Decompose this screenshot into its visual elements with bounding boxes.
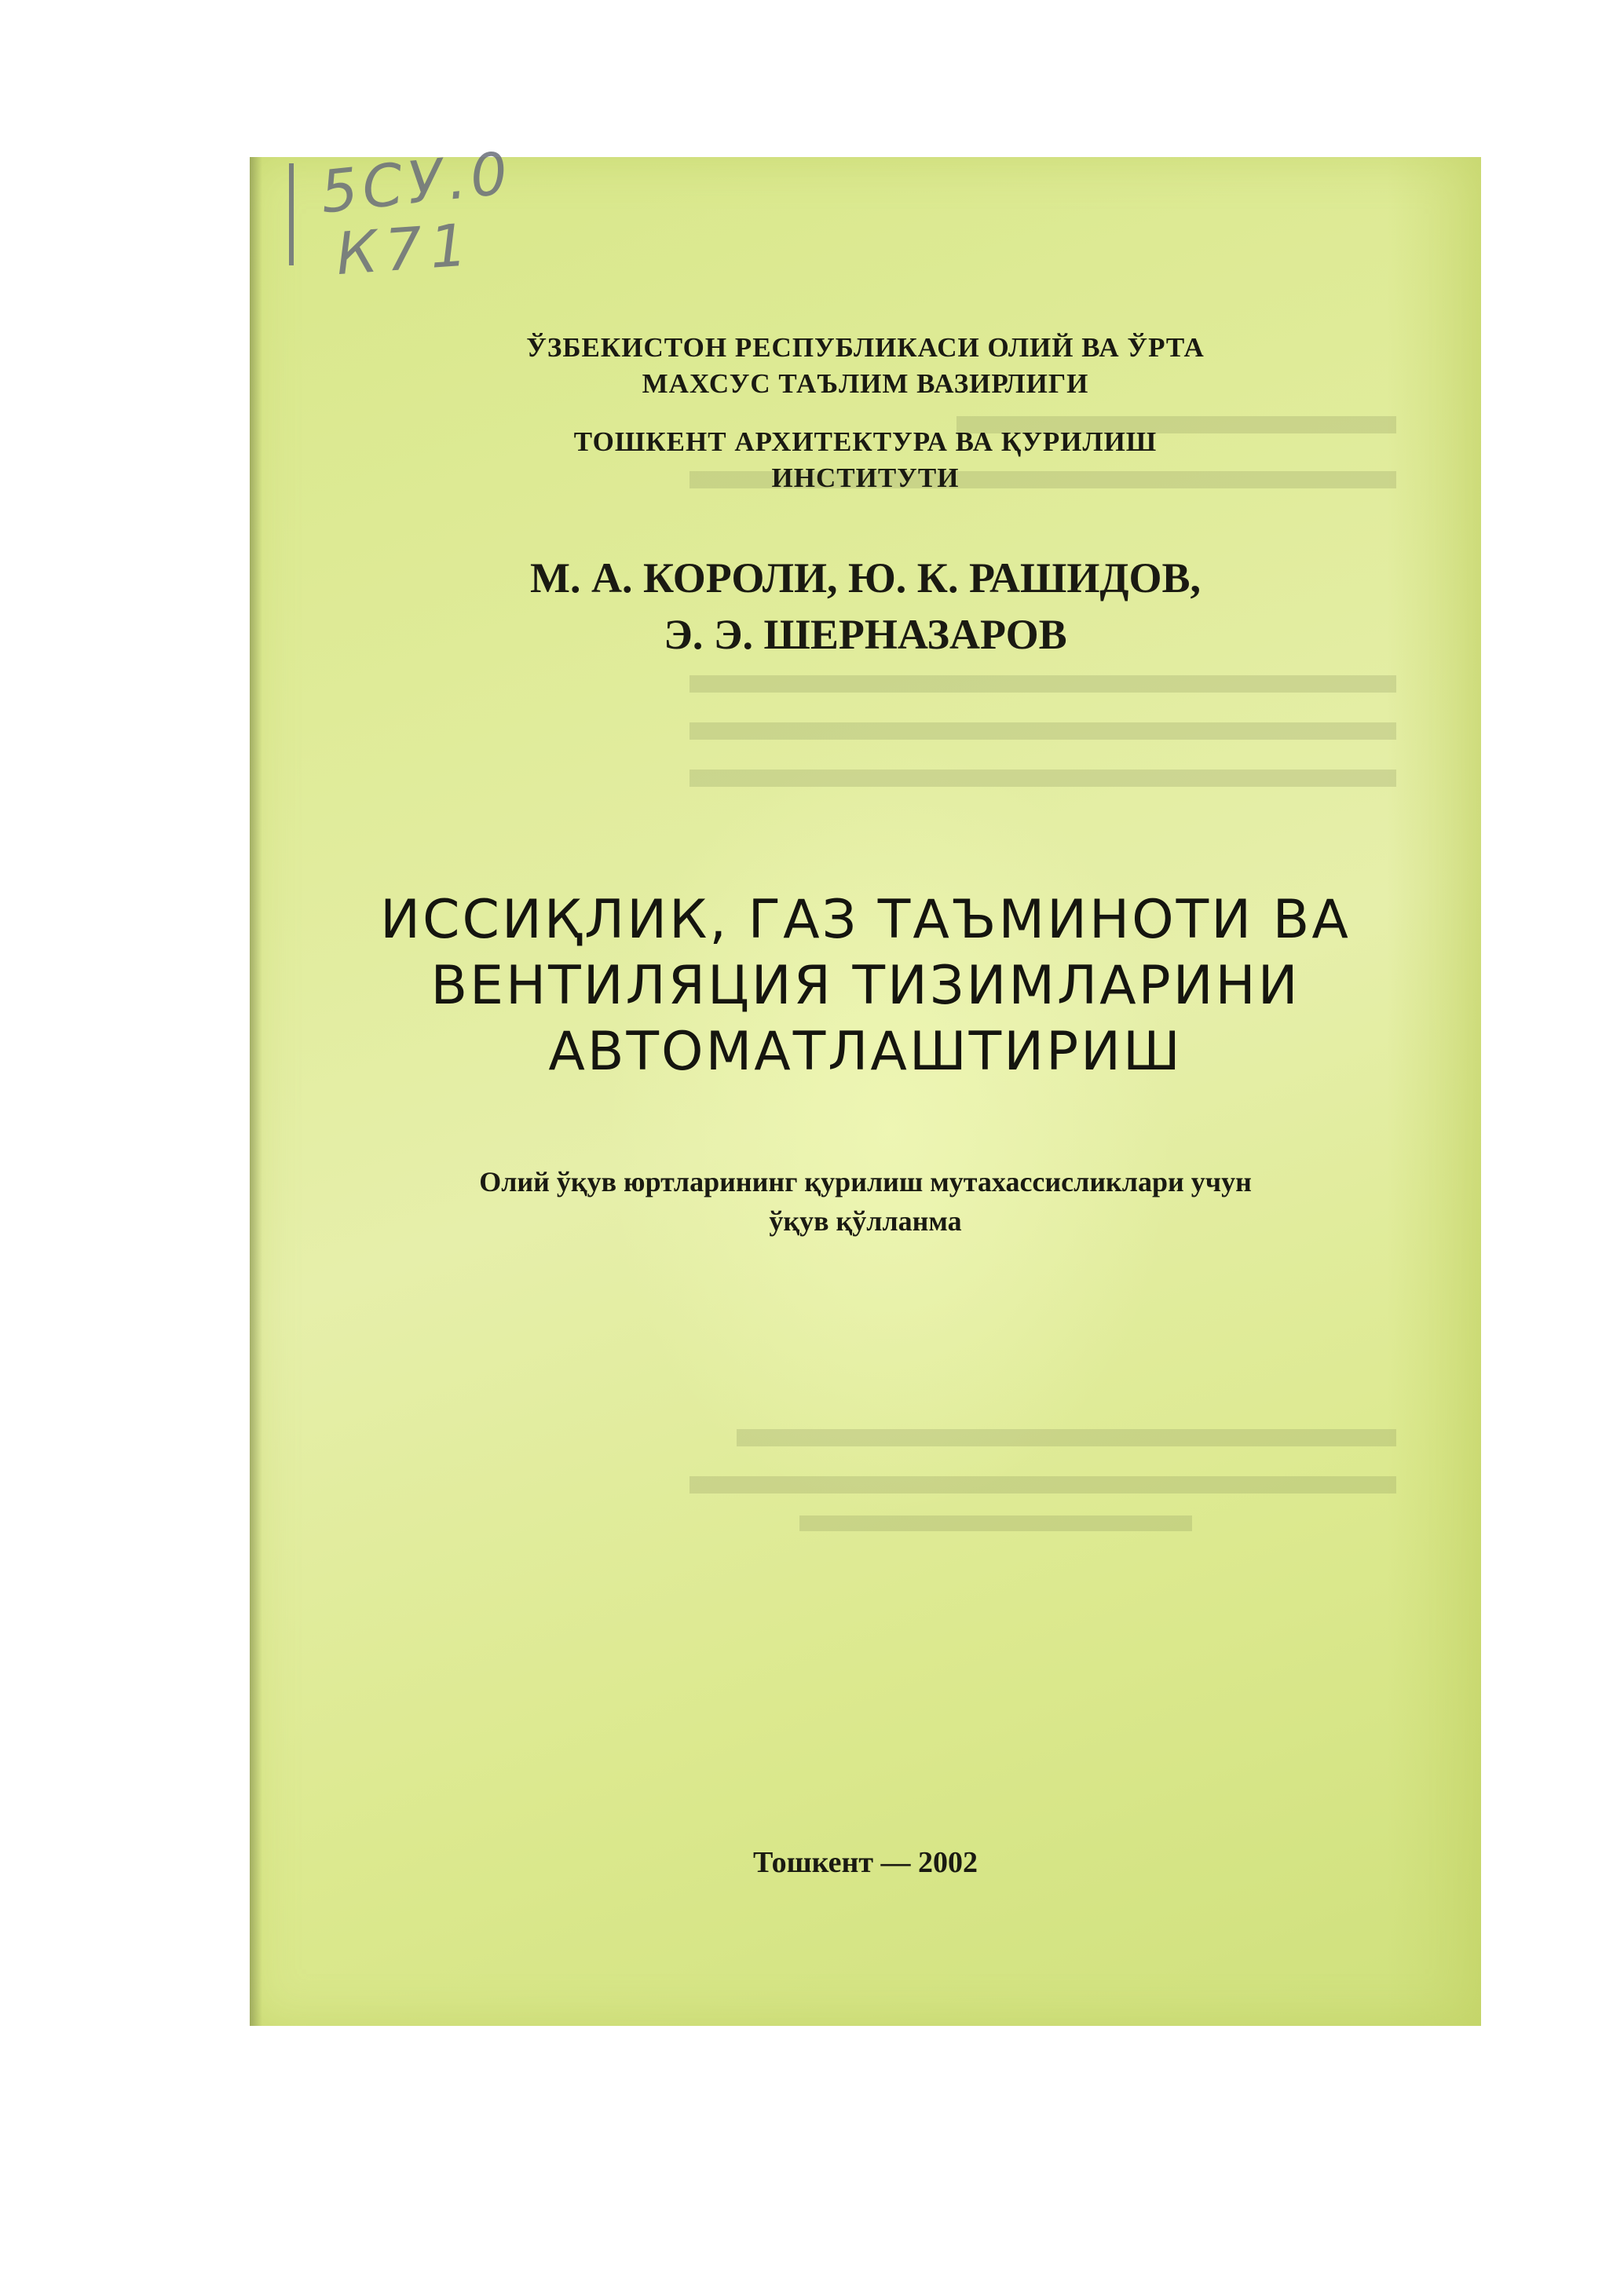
book-cover (250, 139, 1481, 2026)
ministry-line-1: ЎЗБЕКИСТОН РЕСПУБЛИКАСИ ОЛИЙ ВА ЎРТА (526, 332, 1205, 363)
title-line-2: ВЕНТИЛЯЦИЯ ТИЗИМЛАРИНИ (430, 955, 1300, 1017)
place-and-year: Тошкент — 2002 (752, 1846, 978, 1879)
stamp-code: 5СУ.0 (317, 139, 516, 227)
library-stamp (289, 139, 525, 298)
ministry-heading (250, 330, 1481, 402)
title-line-3: АВТОМАТЛАШТИРИШ (548, 1021, 1183, 1083)
show-through-line (799, 1515, 1192, 1531)
show-through-line (689, 722, 1396, 740)
stamp-bar (289, 163, 294, 265)
stamp-index: К71 (334, 210, 477, 289)
book-subtitle (250, 1162, 1481, 1241)
book-title (250, 887, 1481, 1085)
ministry-line-2: МАХСУС ТАЪЛИМ ВАЗИРЛИГИ (642, 368, 1089, 399)
show-through-line (689, 1476, 1396, 1493)
authors-line-2: Э. Э. ШЕРНАЗАРОВ (664, 611, 1067, 658)
subtitle-line-2: ўқув қўлланма (769, 1205, 962, 1237)
institute-line-1: ТОШКЕНТ АРХИТЕКТУРА ВА ҚУРИЛИШ (573, 426, 1158, 457)
title-line-1: ИССИҚЛИК, ГАЗ ТАЪМИНОТИ ВА (380, 889, 1351, 951)
authors (250, 550, 1481, 663)
subtitle-line-1: Олий ўқув юртларининг қурилиш мутахассисликлари учун (479, 1166, 1252, 1197)
institute-heading (250, 424, 1481, 496)
show-through-line (737, 1429, 1396, 1446)
authors-line-1: М. А. КОРОЛИ, Ю. К. РАШИДОВ, (529, 554, 1201, 601)
show-through-line (689, 770, 1396, 787)
institute-line-2: ИНСТИТУТИ (771, 462, 960, 493)
show-through-line (689, 675, 1396, 693)
